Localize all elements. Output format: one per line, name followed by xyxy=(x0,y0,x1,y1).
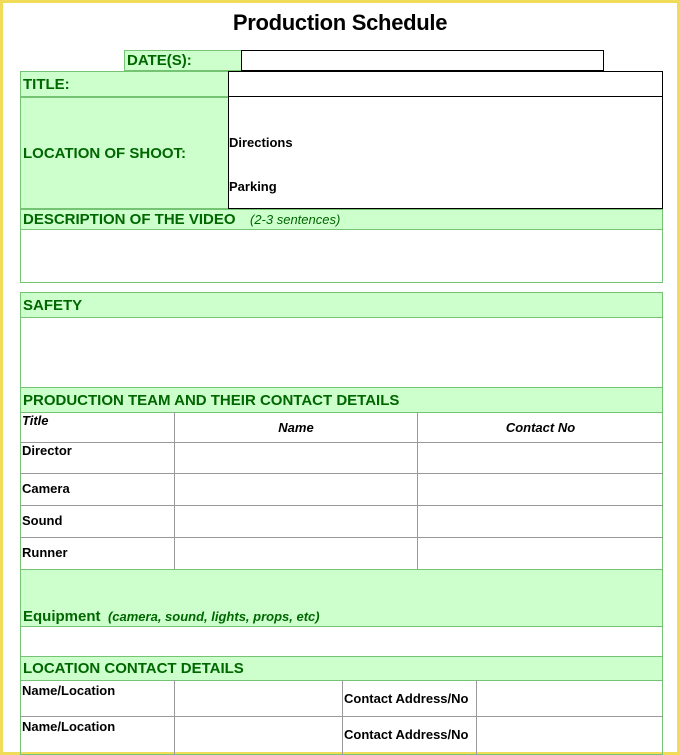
team-heading: PRODUCTION TEAM AND THEIR CONTACT DETAILS xyxy=(20,387,663,413)
team-row-runner: Runner xyxy=(22,545,68,560)
loc-col-divider-2 xyxy=(342,680,343,755)
title-field[interactable] xyxy=(228,71,663,97)
team-row-divider xyxy=(20,442,663,443)
description-field[interactable] xyxy=(20,229,663,283)
equipment-note: (camera, sound, lights, props, etc) xyxy=(107,609,320,624)
team-col-divider-1 xyxy=(174,412,175,569)
loc-col-divider-3 xyxy=(476,680,477,755)
description-note: (2-3 sentences) xyxy=(249,212,341,227)
directions-label: Directions xyxy=(229,135,293,150)
loc-row-2-address-label: Contact Address/No xyxy=(344,727,469,742)
equipment-section xyxy=(20,569,663,627)
safety-label: SAFETY xyxy=(20,292,663,318)
team-row-sound: Sound xyxy=(22,513,63,528)
date-label: DATE(S): xyxy=(124,50,242,71)
team-table xyxy=(20,412,663,570)
equipment-field[interactable] xyxy=(20,626,663,657)
safety-field[interactable] xyxy=(20,317,663,388)
description-header xyxy=(20,209,663,230)
title-label: TITLE: xyxy=(20,71,229,97)
team-col-title: Title xyxy=(22,413,49,428)
location-field[interactable] xyxy=(228,96,663,209)
team-row-divider xyxy=(20,505,663,506)
location-label: LOCATION OF SHOOT: xyxy=(20,97,229,209)
loc-col-divider-1 xyxy=(174,680,175,755)
parking-label: Parking xyxy=(229,179,277,194)
team-row-camera: Camera xyxy=(22,481,70,496)
team-row-divider xyxy=(20,537,663,538)
page-title: Production Schedule xyxy=(232,10,448,35)
equipment-label: Equipment xyxy=(23,608,101,625)
loc-row-1-name-label: Name/Location xyxy=(22,683,116,698)
loc-row-divider xyxy=(20,716,663,717)
date-field[interactable] xyxy=(241,50,604,71)
description-label: DESCRIPTION OF THE VIDEO xyxy=(23,211,236,228)
team-col-contact: Contact No xyxy=(505,420,576,435)
loc-row-1-address-label: Contact Address/No xyxy=(344,691,469,706)
location-contact-heading: LOCATION CONTACT DETAILS xyxy=(20,656,663,681)
team-col-name: Name xyxy=(278,420,314,435)
team-row-divider xyxy=(20,473,663,474)
team-row-director: Director xyxy=(22,443,72,458)
team-col-divider-2 xyxy=(417,412,418,569)
loc-row-2-name-label: Name/Location xyxy=(22,719,116,734)
